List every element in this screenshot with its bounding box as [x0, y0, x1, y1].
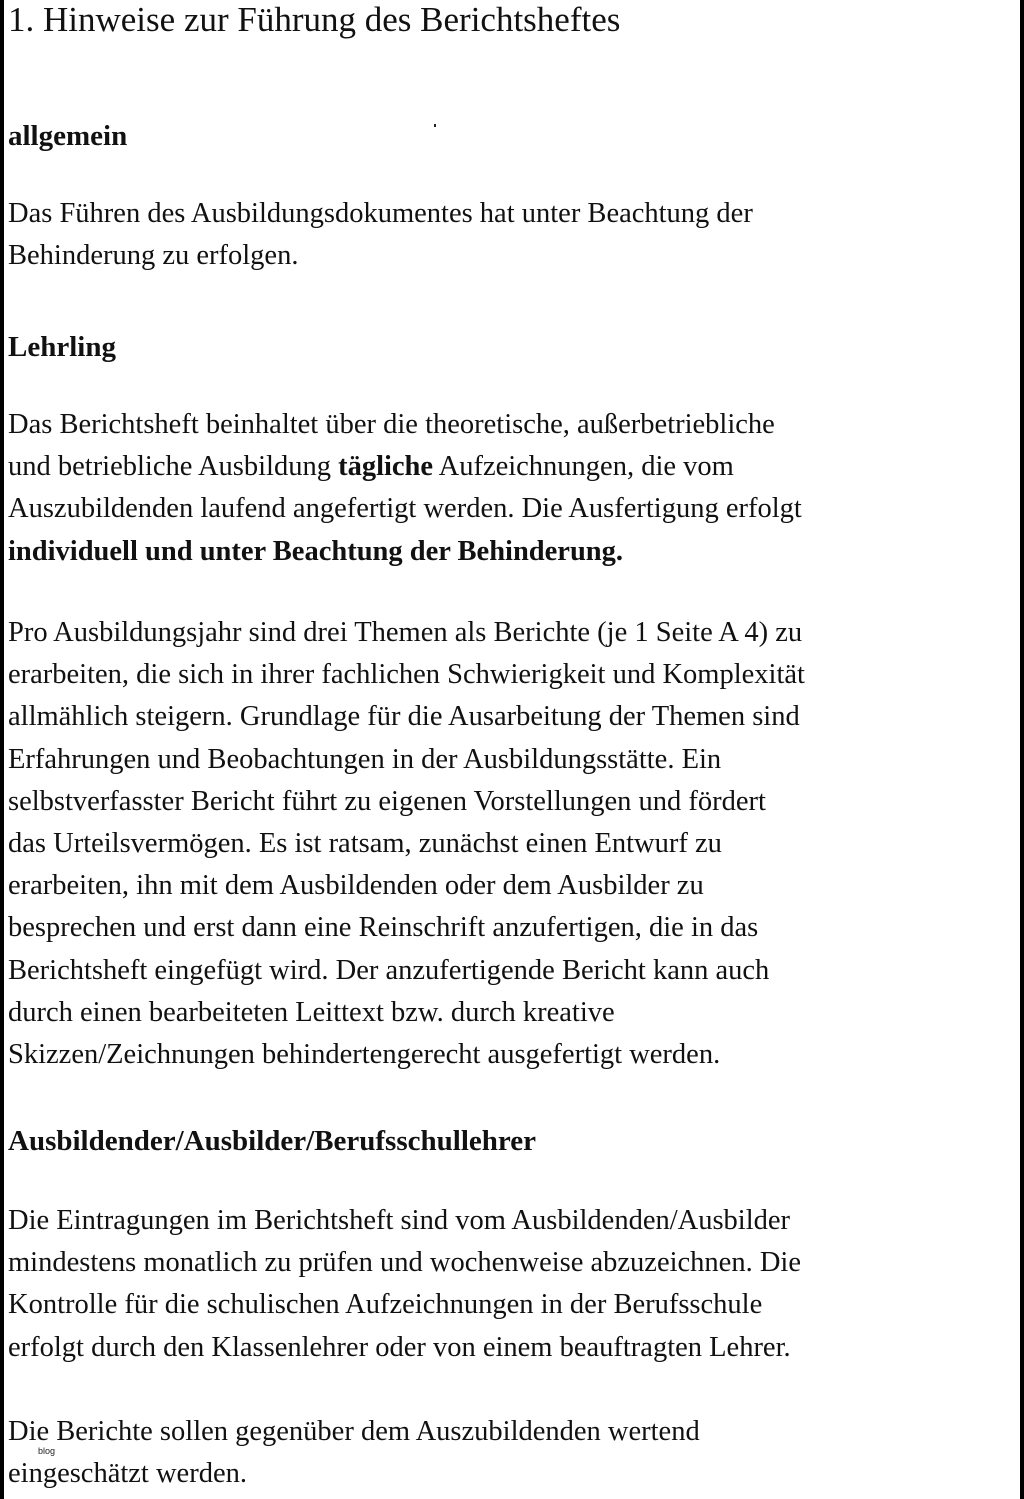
paragraph-lehrling-1 — [8, 404, 802, 573]
text-line: mindestens monatlich zu prüfen und wochenweise abzuzeichnen. Die — [8, 1247, 801, 1279]
paragraph-ausbilder-1 — [8, 1200, 801, 1369]
text-line: Kontrolle für die schulischen Aufzeichnungen in der Berufsschule — [8, 1289, 763, 1321]
text-line: erfolgt durch den Klassenlehrer oder von einem beauftragten Lehrer. — [8, 1331, 791, 1363]
text-segment: Aufzeichnungen, die vom — [433, 451, 734, 483]
text-line: Behinderung zu erfolgen. — [8, 240, 299, 272]
text-line: Pro Ausbildungsjahr sind drei Themen als Berichte (je 1 Seite A 4) zu — [8, 617, 803, 648]
emphasis-text: tägliche — [338, 451, 434, 483]
text-line — [8, 446, 802, 488]
paragraph-lehrling-2 — [8, 612, 805, 1076]
text-line: Auszubildenden laufend angefertigt werden. Die Ausfertigung erfolgt — [8, 493, 802, 525]
text-line: allmählich steigern. Grundlage für die Ausarbeitung der Themen sind — [8, 701, 800, 733]
text-segment: und betriebliche Ausbildung — [8, 451, 339, 483]
heading-ausbilder: Ausbildender/Ausbilder/Berufsschullehrer — [8, 1125, 536, 1157]
text-line: eingeschätzt werden. — [8, 1458, 247, 1490]
heading-allgemein: allgemein — [8, 120, 128, 152]
heading-lehrling: Lehrling — [8, 331, 116, 363]
text-line: Das Führen des Ausbildungsdokumentes hat unter Beachtung der — [8, 198, 753, 229]
paragraph-allgemein — [8, 193, 753, 277]
text-line: durch einen bearbeiteten Leittext bzw. durch kreative — [8, 996, 615, 1028]
text-line: erarbeiten, ihn mit dem Ausbildenden oder dem Ausbilder zu — [8, 870, 704, 902]
text-line: besprechen und erst dann eine Reinschrift anzufertigen, die in das — [8, 912, 759, 944]
paragraph-ausbilder-2 — [8, 1411, 700, 1495]
text-line: Skizzen/Zeichnungen behindertengerecht ausgefertigt werden. — [8, 1039, 721, 1071]
text-line: Erfahrungen und Beobachtungen in der Ausbildungsstätte. Ein — [8, 743, 722, 775]
text-line: Berichtsheft eingefügt wird. Der anzufertigende Bericht kann auch — [8, 954, 770, 986]
text-line: Die Eintragungen im Berichtsheft sind vom Ausbildenden/Ausbilder — [8, 1205, 791, 1236]
text-line: das Urteilsvermögen. Es ist ratsam, zunächst einen Entwurf zu — [8, 828, 722, 860]
watermark-text: blog — [38, 1446, 56, 1456]
page-title: 1. Hinweise zur Führung des Berichtsheftes — [8, 0, 621, 39]
text-line: Das Berichtsheft beinhaltet über die theoretische, außerbetriebliche — [8, 409, 775, 440]
text-line — [8, 531, 802, 573]
text-line: Die Berichte sollen gegenüber dem Auszubildenden wertend — [8, 1416, 700, 1447]
text-line: erarbeiten, die sich in ihrer fachlichen Schwierigkeit und Komplexität — [8, 659, 805, 691]
emphasis-text: individuell und unter Beachtung der Behinderung. — [8, 535, 624, 567]
document-page — [4, 0, 1020, 1499]
scan-speck — [434, 124, 436, 127]
text-line: selbstverfasster Bericht führt zu eigenen Vorstellungen und fördert — [8, 785, 766, 817]
